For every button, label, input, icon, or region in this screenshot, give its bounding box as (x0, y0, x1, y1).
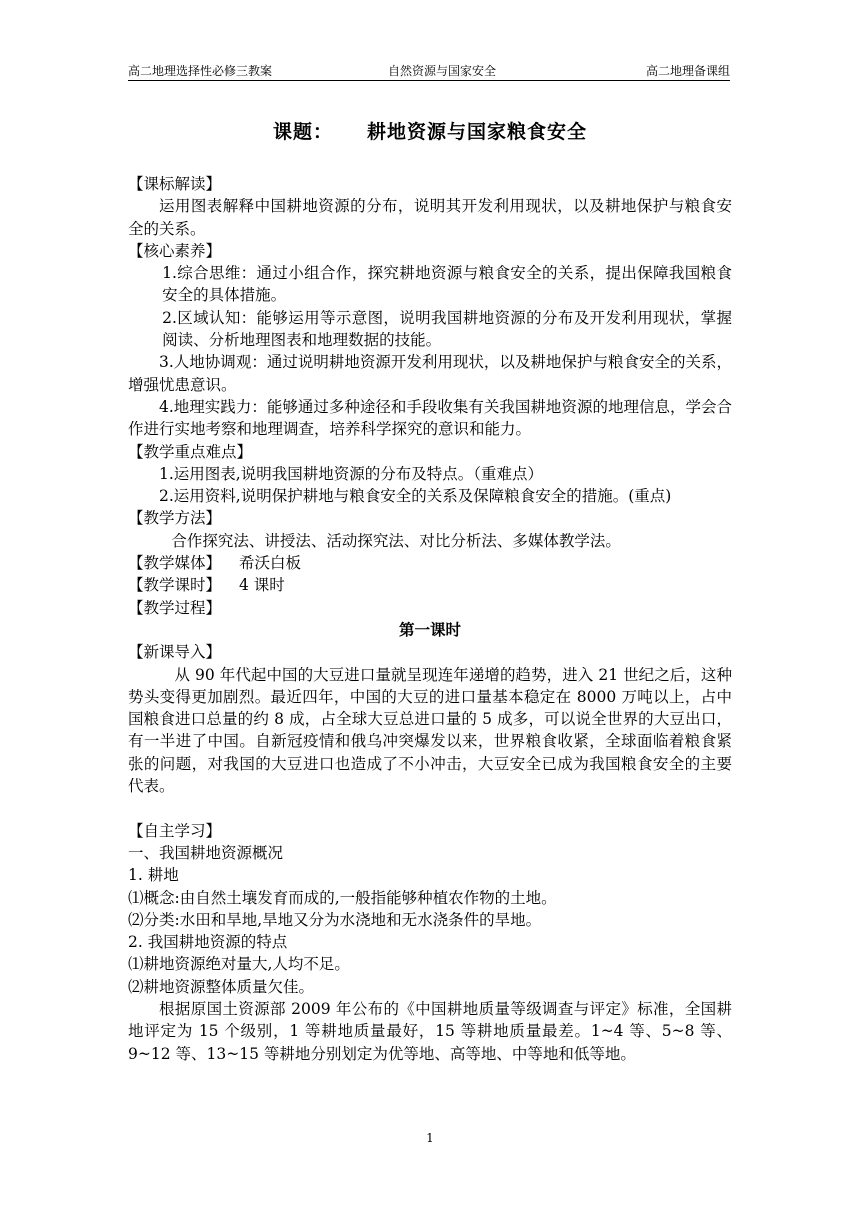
section-heading-zzxx: 【自主学习】 (128, 821, 222, 840)
lesson-title: 第一课时 (398, 619, 461, 639)
xkdr-body: 从 90 年代起中国的大豆进口量就呈现连年递增的趋势，进入 21 世纪之后，这种势头变得更加剧烈。最近四年，中国的大豆的进口量基本稳定在 8000 万吨以上，占中国粮食进口总量的约 8 成，占全球大豆总进口量的 5 成多，可以说全世界的大豆出口，有一半进了中国。自新冠疫情和俄乌冲突爆发以来，世界粮食收紧，全球面临着粮食紧张的问题，对我国的大豆进口也造成了不小冲击，大豆安全已成为我国粮食安全的主要代表。 (128, 665, 732, 796)
zdnd-item-1: 1.运用图表,说明我国耕地资源的分布及特点。（重难点） (159, 464, 543, 483)
jxff-body: 合作探究法、讲授法、活动探究法、对比分析法、多媒体教学法。 (171, 531, 621, 550)
section-heading-kbjd: 【课标解读】 (128, 175, 222, 193)
header-center: 自然资源与国家安全 (388, 64, 497, 78)
item-1: 1. 耕地 (128, 866, 179, 885)
hxsy-item-3: 3.人地协调观：通过说明耕地资源开发利用现状，以及耕地保护与粮食安全的关系，增强忧患意识。 (128, 353, 732, 394)
document-body (128, 173, 732, 1065)
jxks-line (128, 574, 732, 596)
section-heading-zdnd: 【教学重点难点】 (128, 442, 253, 461)
item-1-1: ⑴概念:由自然土壤发育而成的,一般指能够种植农作物的土地。 (128, 888, 557, 907)
zdnd-item-2: 2.运用资料,说明保护耕地与粮食安全的关系及保障粮食安全的措施。(重点) (159, 487, 672, 506)
part-heading-1: 一、我国耕地资源概况 (128, 843, 284, 862)
item-1-2: ⑵分类:水田和旱地,旱地又分为水浇地和无水浇条件的旱地。 (128, 910, 542, 929)
item-2: 2. 我国耕地资源的特点 (128, 933, 288, 952)
page-number: 1 (426, 1131, 434, 1145)
hxsy-item-1: 1.综合思维：通过小组合作，探究耕地资源与粮食安全的关系，提出保障我国粮食安全的具体措施。 (162, 264, 732, 305)
hxsy-item-4: 4.地理实践力：能够通过多种途径和手段收集有关我国耕地资源的地理信息，学会合作进行实地考察和地理调查，培养科学探究的意识和能力。 (128, 397, 732, 439)
title-text: 耕地资源与国家粮食安全 (367, 121, 588, 143)
document-title (0, 117, 860, 144)
item-2-1: ⑴耕地资源绝对量大,人均不足。 (128, 955, 350, 974)
section-heading-jxff: 【教学方法】 (128, 509, 222, 528)
section-heading-jxgc: 【教学过程】 (128, 598, 222, 617)
item-2-2: ⑵耕地资源整体质量欠佳。 (128, 977, 315, 996)
page-header (128, 62, 730, 81)
title-label: 课题： (272, 121, 333, 143)
section-heading-jxks: 【教学课时】 (128, 576, 222, 595)
hxsy-item-2: 2.区域认知：能够运用等示意图，说明我国耕地资源的分布及开发利用现状，掌握阅读、分析地理图表和地理数据的技能。 (162, 308, 732, 350)
section-heading-hxsy: 【核心素养】 (128, 241, 222, 260)
section-heading-xkdr: 【新课导入】 (128, 643, 222, 662)
kbjd-body: 运用图表解释中国耕地资源的分布，说明其开发利用现状，以及耕地保护与粮食安全的关系。 (128, 197, 732, 238)
jxmt-line (128, 552, 732, 574)
header-left: 高二地理选择性必修三教案 (128, 64, 273, 78)
item-2-body: 根据原国土资源部 2009 年公布的《中国耕地质量等级调查与评定》标准，全国耕地评定为 15 个级别，1 等耕地质量最好，15 等耕地质量最差。1~4 等、5~8 等、9~12 等、13~15 等耕地分别划定为优等地、高等地、中等地和低等地。 (128, 999, 732, 1063)
section-heading-jxmt: 【教学媒体】 (128, 554, 222, 573)
jxks-value: 4 课时 (239, 576, 285, 595)
jxmt-value: 希沃白板 (239, 554, 302, 573)
header-right: 高二地理备课组 (645, 64, 730, 78)
